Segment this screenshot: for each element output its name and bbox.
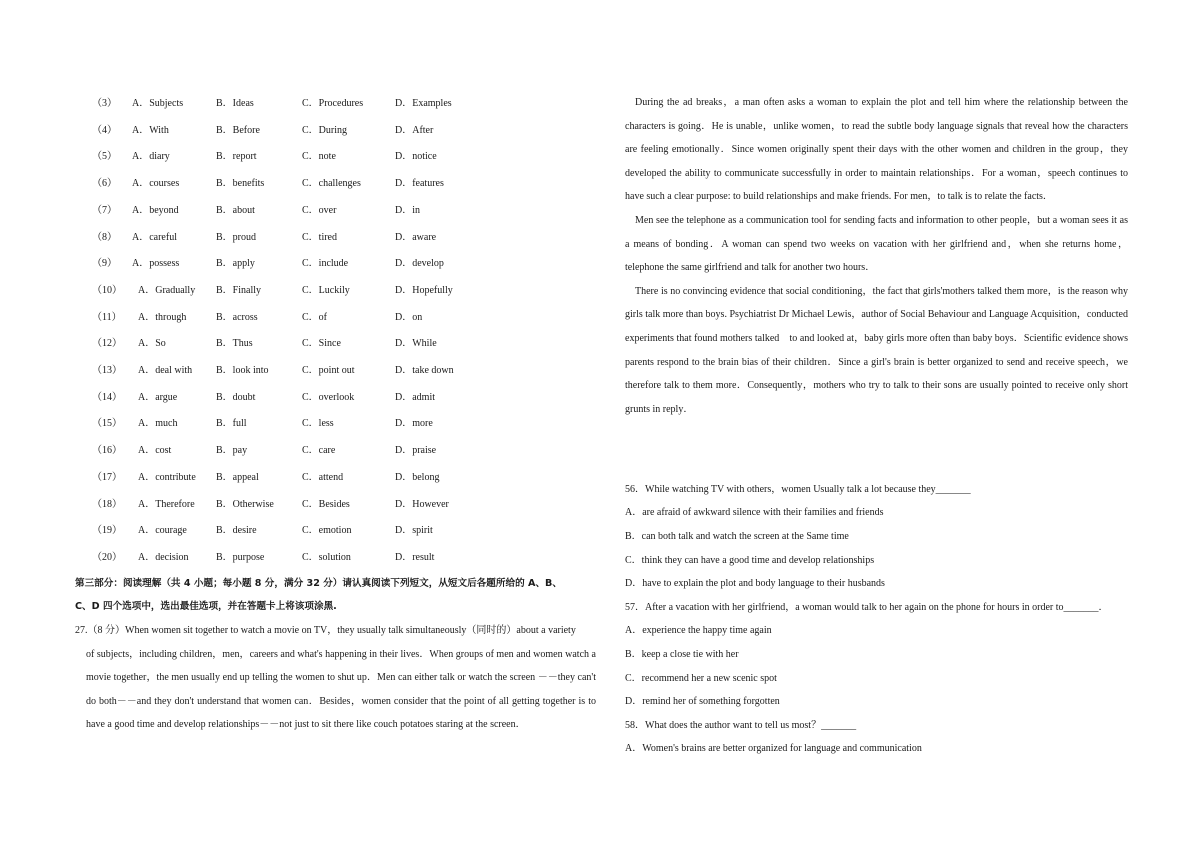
option-b: B．full <box>216 418 247 430</box>
right-passage-paragraph-2: Men see the telephone as a communication tool for sending facts and information to other people，but a woman sees it as a means of bonding．A woman can spend two weeks on vacation with her girlfriend and，when she returns home，telephone the same girlfriend and talk for another two hours． <box>625 214 1128 274</box>
option-a: A．argue <box>138 391 178 403</box>
option-c: C．tired <box>302 231 337 243</box>
option-number: （9） <box>92 258 117 270</box>
option-b: B．apply <box>216 258 255 270</box>
question-56-choice-d: D．have to explain the plot and body language to their husbands <box>625 578 885 589</box>
option-b: B．desire <box>216 525 257 537</box>
option-b: B．across <box>216 311 258 323</box>
option-a: A．deal with <box>138 365 193 376</box>
option-b: B．doubt <box>216 391 256 403</box>
option-d: D．more <box>395 418 433 430</box>
option-b: B．benefits <box>216 178 265 190</box>
passage-27-body: of subjects，including children，men，careers and what's happening in their lives．When groups of men and women watch a movie together，the men usually end up telling the women to shut up．Men can either talk or watch the screen －－they can't do both－－and they don't understand that women can．Besides，women consider that the point of all getting together is to have a good time and develop relationships－－not just to sit there like couch potatoes staring at the screen． <box>86 648 596 730</box>
option-number: （14） <box>92 391 122 403</box>
option-number: （19） <box>92 525 122 537</box>
option-b: B．about <box>216 204 255 216</box>
option-c: C．solution <box>302 551 351 563</box>
section-3-line-2: C、D 四个选项中，选出最佳选项，并在答题卡上将该项涂黑. <box>75 601 337 612</box>
question-57: 57．After a vacation with her girlfriend，a woman would talk to her again on the phone for hours in order to_______． <box>625 602 1109 613</box>
option-number: （11） <box>92 311 122 323</box>
option-d: D．Examples <box>395 98 452 109</box>
option-number: （15） <box>92 418 122 430</box>
option-c: C．care <box>302 445 336 457</box>
option-c: C．challenges <box>302 178 361 190</box>
option-d: D．aware <box>395 231 437 243</box>
option-a: A．courage <box>138 525 187 537</box>
option-a: A．cost <box>138 445 172 457</box>
option-d: D．in <box>395 204 420 216</box>
option-c: C．Since <box>302 338 341 350</box>
option-b: B．Before <box>216 124 260 136</box>
option-c: C．point out <box>302 365 355 376</box>
option-d: D．on <box>395 311 423 323</box>
option-b: B．Finally <box>216 284 262 296</box>
option-d: D．notice <box>395 151 437 163</box>
right-passage-paragraph-3: There is no convincing evidence that social conditioning，the fact that girls'mothers talked them more，is the reason why girls talk more than boys. Psychiatrist Dr Michael Lewis，author of Social Behaviour and Language Acquisition，conducted experiments that found mothers talked to and looked at，baby girls more often than baby boys．Scientific evidence shows parents respond to the brain bias of their children．Since a girl's brain is better organized to send and receive speech，we therefore talk to them more．Consequently，mothers who try to talk to their sons are usually pointed to receive only short grunts in reply． <box>625 285 1128 415</box>
option-number: （16） <box>92 445 122 457</box>
question-57-choice-b: B．keep a close tie with her <box>625 649 739 660</box>
option-number: （8） <box>92 231 117 243</box>
option-a: A．beyond <box>132 204 179 216</box>
option-number: （3） <box>92 98 117 109</box>
option-a: A．diary <box>132 151 170 163</box>
option-a: A．Therefore <box>138 498 195 510</box>
option-c: C．Besides <box>302 498 350 510</box>
option-d: D．take down <box>395 365 454 376</box>
option-d: D．spirit <box>395 525 433 537</box>
section-3-line-1: 第三部分：阅读理解（共 4 小题；每小题 8 分，满分 32 分）请认真阅读下列短文，从短文后各题所给的 A、B、 <box>75 578 562 589</box>
option-c: C．emotion <box>302 525 352 537</box>
option-d: D．admit <box>395 391 435 403</box>
question-56: 56．While watching TV with others，women Usually talk a lot because they_______ <box>625 484 971 495</box>
option-c: C．note <box>302 151 336 163</box>
option-d: D．After <box>395 124 434 136</box>
passage-27 <box>75 619 596 737</box>
option-a: A．through <box>138 311 187 323</box>
right-passage-paragraph-1: During the ad breaks，a man often asks a woman to explain the plot and tell him where the relationship between the characters is going．He is unable，unlike women，to read the subtle body language signals that reveal how the characters are feeling emotionally．Since women originally spent their days with the other women and children in the group，they developed the ability to communicate successfully in order to maintain relationships．For a woman，speech continues to have such a clear purpose: to build relationships and make friends. For men，to talk is to relate the facts． <box>625 97 1128 203</box>
option-a: A．contribute <box>138 471 196 483</box>
passage-27-first-line: 27.（8 分）When women sit together to watch a movie on TV，they usually talk simultaneously（同时的）about a variety <box>75 625 576 636</box>
option-b: B．look into <box>216 365 269 376</box>
option-a: A．Gradually <box>138 284 196 296</box>
option-b: B．appeal <box>216 471 259 483</box>
option-number: （4） <box>92 124 117 136</box>
option-c: C．less <box>302 418 334 430</box>
option-c: C．over <box>302 204 337 216</box>
option-d: D．belong <box>395 471 440 483</box>
question-56-choice-c: C．think they can have a good time and develop relationships <box>625 555 875 566</box>
option-number: （7） <box>92 204 117 216</box>
option-b: B．pay <box>216 445 248 457</box>
option-a: A．decision <box>138 551 189 563</box>
section-3-instructions <box>75 572 595 618</box>
question-57-choice-d: D．remind her of something forgotten <box>625 696 780 707</box>
option-number: （13） <box>92 365 122 376</box>
option-d: D．While <box>395 338 437 350</box>
option-number: （12） <box>92 338 122 350</box>
question-58-choice-a: A．Women's brains are better organized for language and communication <box>625 743 922 754</box>
option-c: C．of <box>302 311 327 323</box>
option-d: D．features <box>395 178 444 190</box>
option-c: C．attend <box>302 471 344 483</box>
question-56-choice-a: A．are afraid of awkward silence with their families and friends <box>625 507 884 518</box>
option-number: （10） <box>92 284 122 296</box>
right-passage <box>625 91 1128 421</box>
option-b: B．purpose <box>216 551 265 563</box>
question-57-choice-a: A．experience the happy time again <box>625 625 772 636</box>
option-number: （6） <box>92 178 117 190</box>
option-d: D．Hopefully <box>395 284 453 296</box>
option-b: B．proud <box>216 231 256 243</box>
option-a: A．careful <box>132 231 177 243</box>
option-c: C．overlook <box>302 391 355 403</box>
question-57-choice-c: C．recommend her a new scenic spot <box>625 673 777 684</box>
option-b: B．Ideas <box>216 98 254 109</box>
option-d: D．develop <box>395 258 444 270</box>
option-d: D．However <box>395 498 449 510</box>
option-a: A．courses <box>132 178 180 190</box>
question-56-choice-b: B．can both talk and watch the screen at the Same time <box>625 531 849 542</box>
option-number: （17） <box>92 471 122 483</box>
question-58: 58．What does the author want to tell us most？_______ <box>625 720 857 731</box>
option-number: （18） <box>92 498 122 510</box>
option-c: C．include <box>302 258 349 270</box>
option-number: （5） <box>92 151 117 163</box>
option-a: A．With <box>132 124 169 136</box>
option-b: B．Otherwise <box>216 498 274 510</box>
option-a: A．So <box>138 338 166 350</box>
option-a: A．Subjects <box>132 98 184 109</box>
option-b: B．Thus <box>216 338 253 350</box>
option-a: A．much <box>138 418 178 430</box>
option-c: C．Luckily <box>302 284 350 296</box>
option-c: C．Procedures <box>302 98 364 109</box>
option-d: D．praise <box>395 445 437 457</box>
option-c: C．During <box>302 124 347 136</box>
option-a: A．possess <box>132 258 180 270</box>
option-d: D．result <box>395 551 435 563</box>
option-b: B．report <box>216 151 257 163</box>
option-number: （20） <box>92 551 122 563</box>
